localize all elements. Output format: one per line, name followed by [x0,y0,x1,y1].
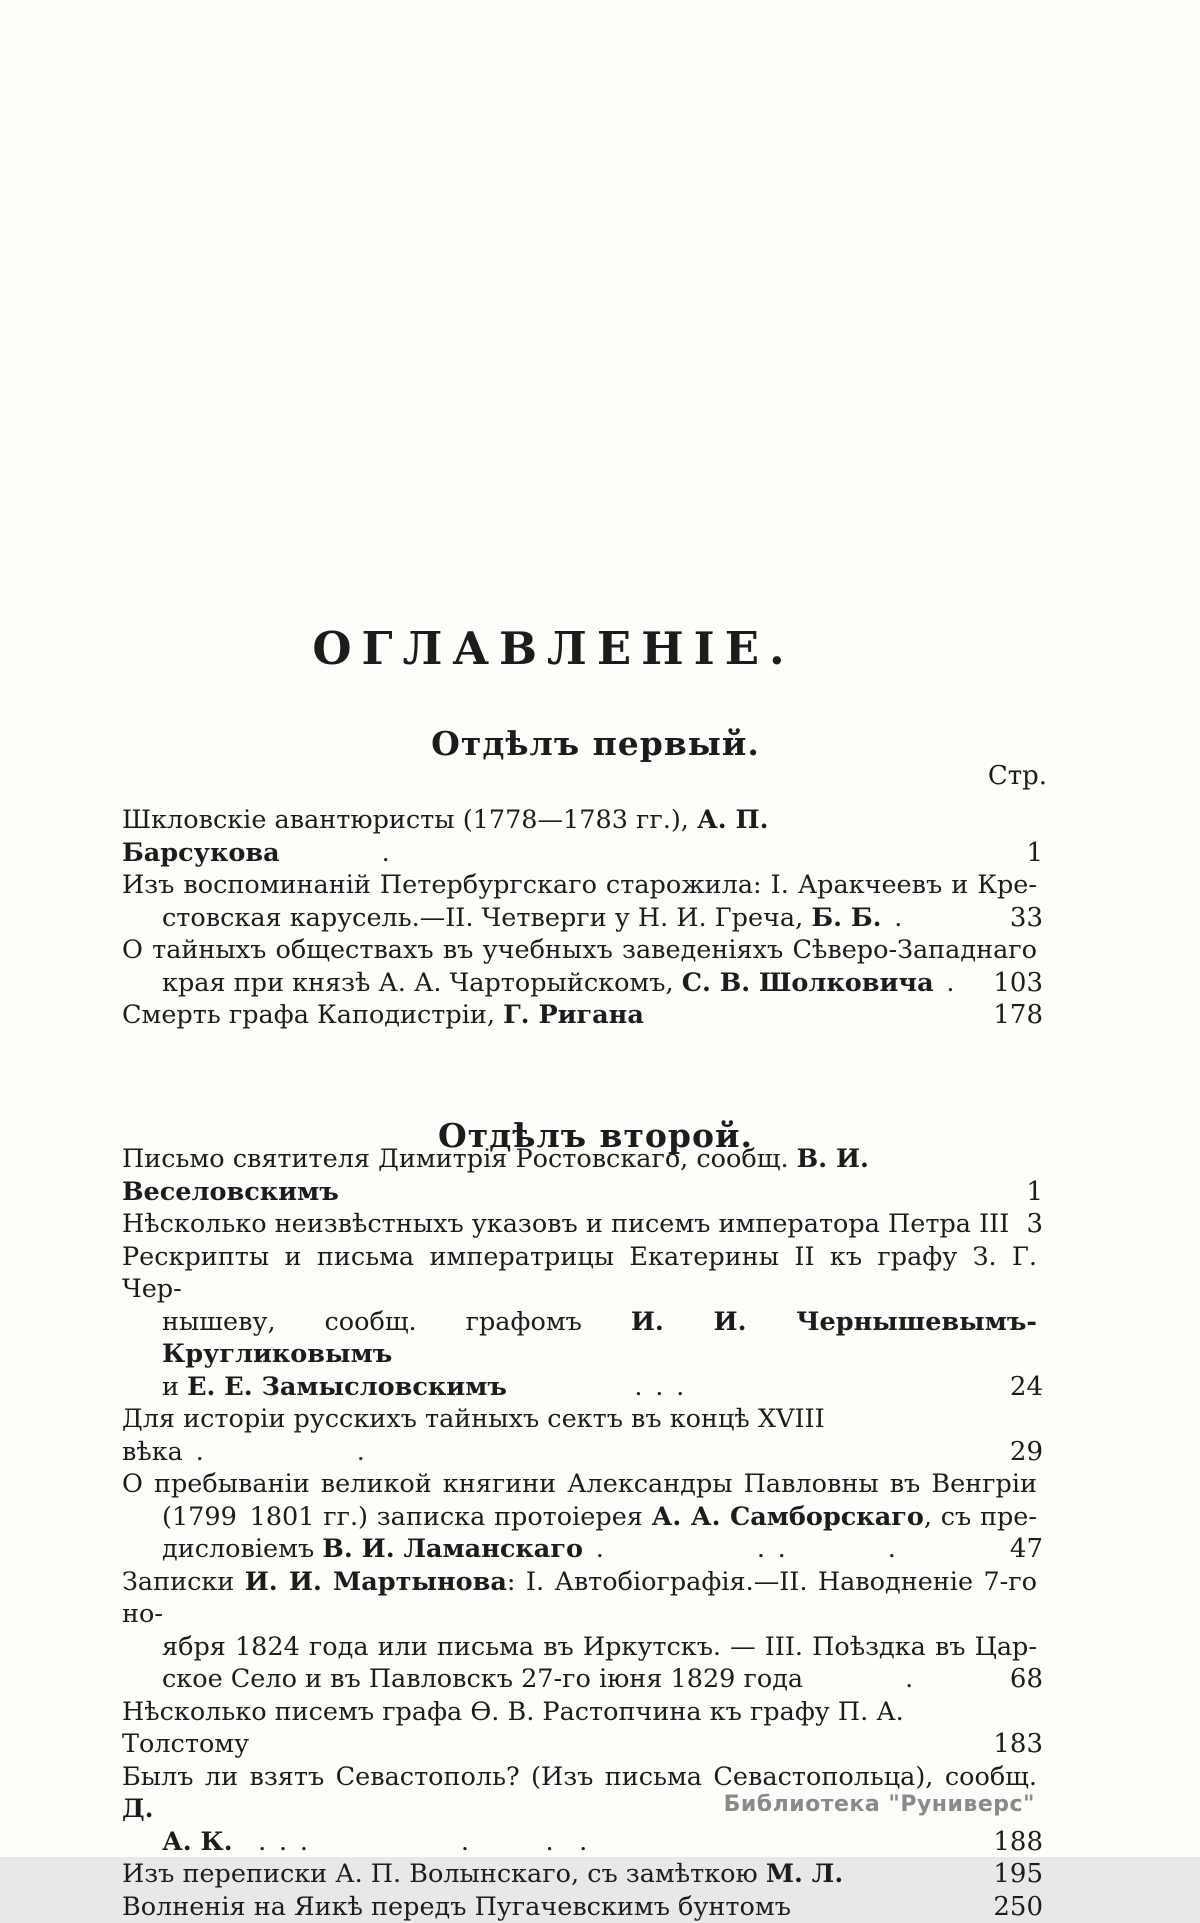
author-name: М. Л. [766,1859,843,1889]
author-name: Б. Б. [811,903,881,933]
toc-entry-line [122,804,1037,869]
page-number: 68 [1010,1663,1043,1696]
page-number: 1 [1026,837,1043,870]
entry-text: стовская карусель.—II. Четверги у Н. И. Греча, [162,903,811,933]
toc-entry [122,934,1037,999]
entry-text: О пребываніи великой княгини Александры Павловны въ Венгріи [122,1469,1037,1499]
toc-entry-line [122,967,1037,1000]
toc-entry [122,869,1037,934]
section-2-heading: Отдѣлъ второй. [138,1116,1053,1155]
page-number: 1 [1026,1176,1043,1209]
toc-entry [122,1566,1037,1696]
toc-entry-line [122,1241,1037,1306]
page-number: 47 [1010,1533,1043,1566]
entry-text: и [162,1372,187,1402]
toc-entry-line [122,902,1037,935]
toc-entry-line [122,1663,1037,1696]
entry-text: . [934,968,955,998]
toc-entry-line [122,1566,1037,1631]
entry-text: Нѣсколько неизвѣстныхъ указовъ и писемъ императора Петра III [122,1209,1009,1239]
author-name: А. П. Барсукова [122,805,769,868]
entry-text: Записки [122,1567,245,1597]
toc-entry-line [122,1826,1037,1859]
entry-text: (1799 1801 гг.) записка протоіерея [162,1502,652,1532]
toc-entry [122,999,1037,1032]
entry-text: Изъ воспоминаній Петербургскаго старожила: I. Аракчеевъ и Кре- [122,870,1037,900]
entry-text: : I. Автобіографія.—II. Наводненіе 7-го но- [122,1567,1037,1630]
toc-entry-line [122,1501,1037,1534]
toc-entry [122,1208,1037,1241]
page-number: 188 [993,1826,1043,1859]
author-name: Д. [122,1794,154,1824]
toc-entry [122,1143,1037,1208]
toc-entry [122,1858,1037,1891]
entry-text: Былъ ли взятъ Севастополь? (Изъ письма Севастопольца), сообщ. [122,1762,1037,1792]
author-name: Е. Е. Замысловскимъ [187,1372,507,1402]
toc-entry [122,1696,1037,1761]
author-name: И. И. Чернышевымъ-Кругликовымъ [162,1307,1037,1370]
entry-text: дисловіемъ [162,1534,322,1564]
entry-text: . . . . . . [233,1827,588,1857]
page-number: 103 [993,967,1043,1000]
toc-entry-line [122,1891,1037,1923]
entry-text: . . . [507,1372,684,1402]
page-number: 33 [1010,902,1043,935]
entry-text: . [882,903,903,933]
entry-text: О тайныхъ обществахъ въ учебныхъ заведеніяхъ Сѣверо-Западнаго [122,935,1037,965]
toc-entry-line [122,1403,1037,1468]
entry-text: . [280,838,390,868]
entry-text: Шкловскіе авантюристы (1778—1783 гг.), [122,805,697,835]
toc-entry [122,1891,1037,1923]
entry-text: Для исторіи русскихъ тайныхъ сектъ въ концѣ XVIII вѣка . . [122,1404,825,1467]
toc-entry-line [122,1306,1037,1371]
section-1-heading: Отдѣлъ первый. [138,724,1053,763]
entry-text: Смерть графа Каподистріи, [122,1000,503,1030]
author-name: С. В. Шолковича [682,968,934,998]
toc-entry-line [122,1696,1037,1761]
toc-entry [122,804,1037,869]
author-name: А. К. [162,1827,233,1857]
author-name: В. И. Веселовскимъ [122,1144,869,1207]
author-name: А. А. Самборскаго [652,1502,924,1532]
entry-text: Нѣсколько писемъ графа Ѳ. В. Растопчина къ графу П. А. Толстому [122,1697,904,1760]
author-name: Г. Ригана [503,1000,644,1030]
toc-entry-line [122,1468,1037,1501]
entry-text: края при князѣ А. А. Чарторыйскомъ, [162,968,682,998]
page-number: 3 [1026,1208,1043,1241]
page-number: 195 [993,1858,1043,1891]
toc-entry-line [122,1208,1037,1241]
page-number: 250 [993,1891,1043,1923]
page-title: ОГЛАВЛЕНІЕ. [96,622,1011,675]
entry-text: . . . . [583,1534,896,1564]
entry-text: ября 1824 года или письма въ Иркутскъ. — III. Поѣздка въ Цар- [162,1632,1037,1662]
entry-text: Изъ переписки А. П. Волынскаго, съ замѣткою [122,1859,766,1889]
toc-entry-line [122,1533,1037,1566]
library-watermark: Библиотека "Руниверс" [724,1792,1035,1817]
toc-entry-line [122,1631,1037,1664]
entry-text: Рескрипты и письма императрицы Екатерины II къ графу З. Г. Чер- [122,1242,1037,1305]
page-number: 178 [993,999,1043,1032]
toc-entry [122,1241,1037,1404]
toc-entries-1 [122,804,1037,1032]
entry-text: Письмо святителя Димитрія Ростовскаго, сообщ. [122,1144,797,1174]
author-name: В. И. Ламанскаго [322,1534,583,1564]
entry-text: , съ пре- [924,1502,1037,1532]
toc-entry-line [122,869,1037,902]
toc-entry-line [122,1143,1037,1208]
toc-entry [122,1403,1037,1468]
entry-text: нышеву, сообщ. графомъ [162,1307,631,1337]
toc-entry [122,1468,1037,1566]
page-number: 183 [993,1728,1043,1761]
toc-entry-line [122,1371,1037,1404]
entry-text: Волненія на Яикѣ передъ Пугачевскимъ бунтомъ [122,1892,791,1922]
entry-text: ское Село и въ Павловскъ 27-го іюня 1829 года . [162,1664,913,1694]
page-number: 29 [1010,1436,1043,1469]
toc-entry-line [122,934,1037,967]
toc-entry-line [122,999,1037,1032]
author-name: И. И. Мартынова [245,1567,507,1597]
page-number: 24 [1010,1371,1043,1404]
page-column-header: Стр. [122,761,1047,791]
toc-entry-line [122,1858,1037,1891]
